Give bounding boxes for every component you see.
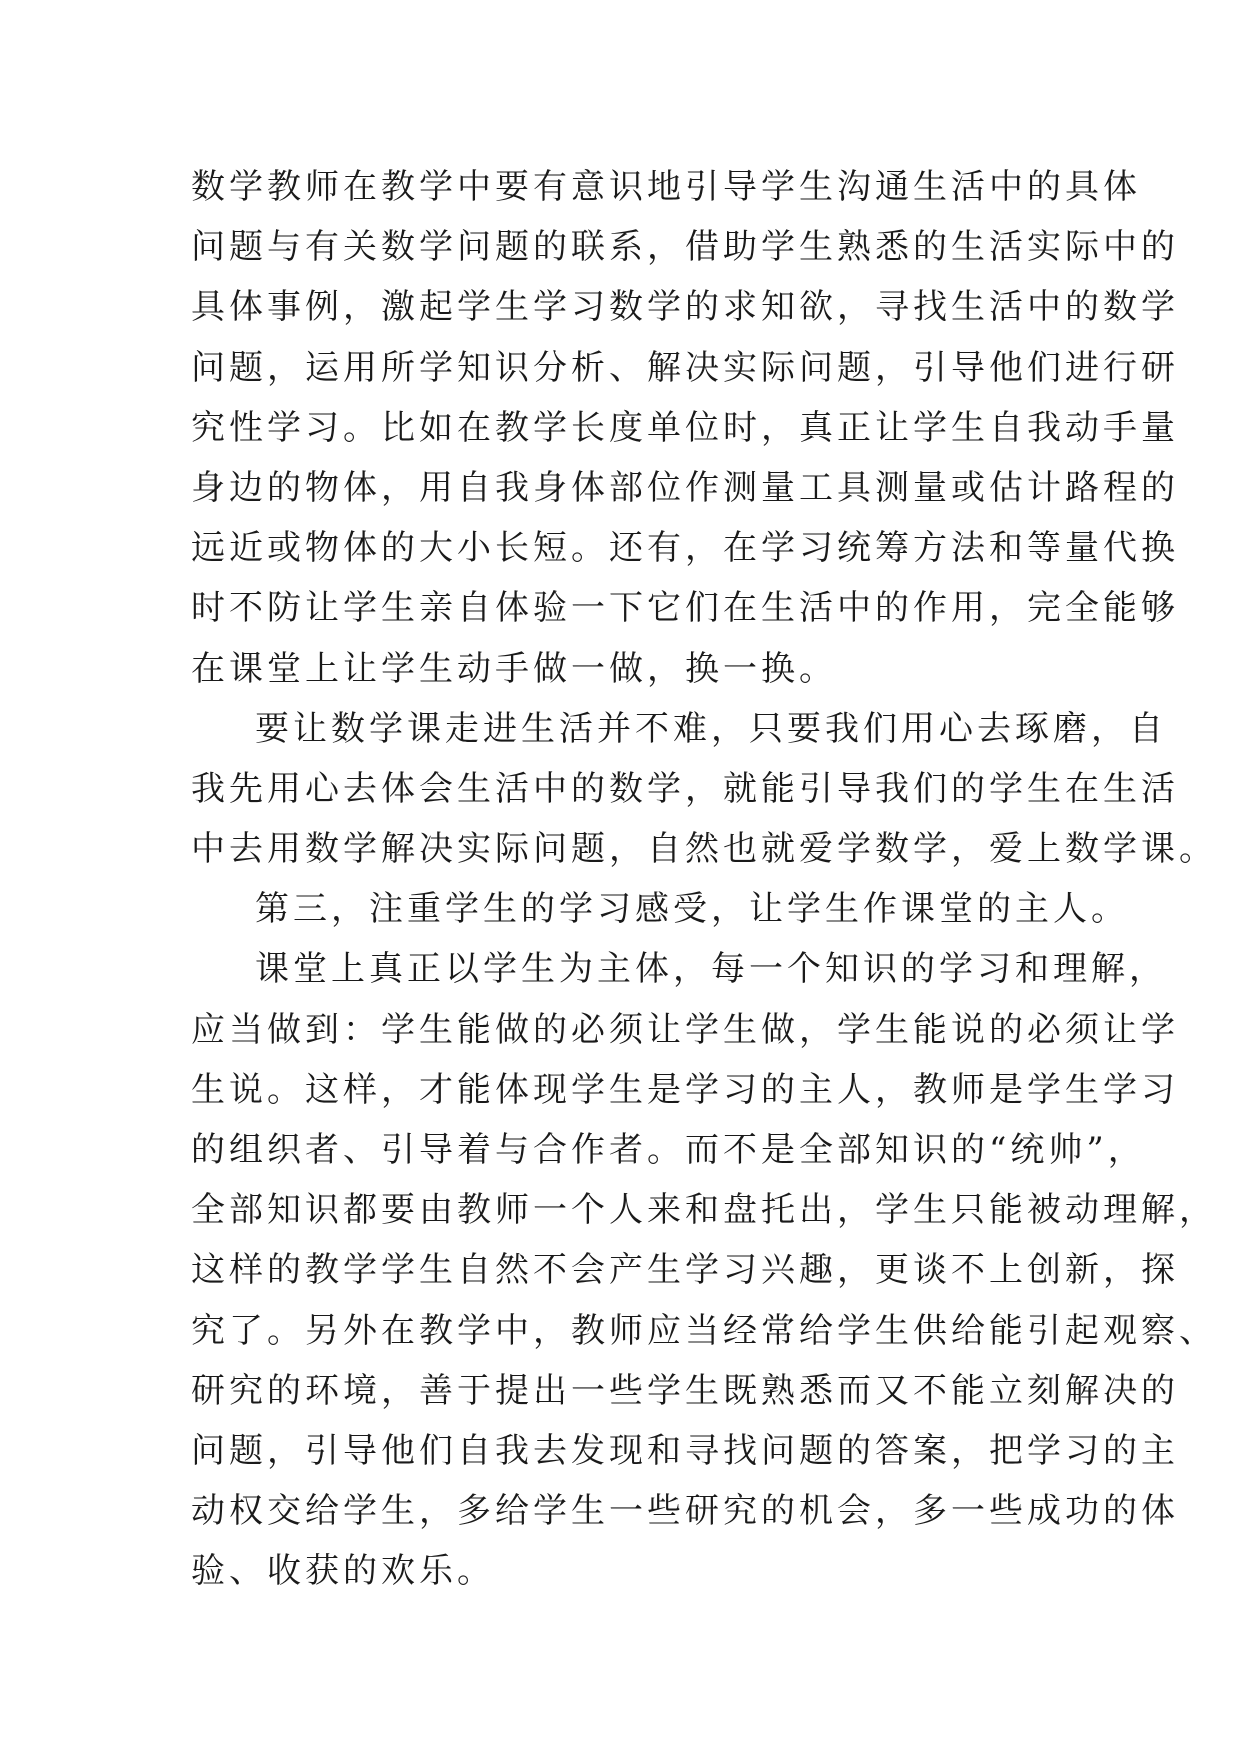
text-line: 生说。这样，才能体现学生是学习的主人，教师是学生学习 [191, 1069, 1179, 1110]
text-line: 全部知识都要由教师一个人来和盘托出，学生只能被动理解， [191, 1190, 1217, 1231]
text-line: 中去用数学解决实际问题，自然也就爱学数学，爱上数学课。 [191, 829, 1217, 870]
text-line: 问题，引导他们自我去发现和寻找问题的答案，把学习的主 [191, 1430, 1179, 1471]
text-line: 究性学习。比如在教学长度单位时，真正让学生自我动手量 [191, 407, 1179, 448]
text-line: 究了。另外在教学中，教师应当经常给学生供给能引起观察、 [191, 1310, 1217, 1351]
text-line: 应当做到：学生能做的必须让学生做，学生能说的必须让学 [191, 1009, 1179, 1050]
paragraph-first-line: 要让数学课走进生活并不难，只要我们用心去琢磨，自 [255, 708, 1167, 749]
text-line: 在课堂上让学生动手做一做，换一换。 [191, 648, 837, 689]
text-line: 这样的教学学生自然不会产生学习兴趣，更谈不上创新，探 [191, 1250, 1179, 1291]
text-line: 动权交给学生，多给学生一些研究的机会，多一些成功的体 [191, 1491, 1179, 1532]
text-line: 我先用心去体会生活中的数学，就能引导我们的学生在生活 [191, 768, 1179, 809]
text-line: 验、收获的欢乐。 [191, 1551, 495, 1592]
text-line: 数学教师在教学中要有意识地引导学生沟通生活中的具体 [191, 167, 1141, 207]
section-heading: 第三，注重学生的学习感受，让学生作课堂的主人。 [255, 889, 1129, 930]
document-body [191, 157, 1217, 1602]
text-line: 问题，运用所学知识分析、解决实际问题，引导他们进行研 [191, 347, 1179, 388]
text-line: 远近或物体的大小长短。还有，在学习统筹方法和等量代换 [191, 528, 1179, 569]
text-line: 问题与有关数学问题的联系，借助学生熟悉的生活实际中的 [191, 227, 1179, 268]
text-line: 具体事例，激起学生学习数学的求知欲，寻找生活中的数学 [191, 287, 1179, 328]
text-line: 时不防让学生亲自体验一下它们在生活中的作用，完全能够 [191, 588, 1179, 629]
text-line: 的组织者、引导着与合作者。而不是全部知识的“统帅”， [191, 1130, 1146, 1170]
paragraph-first-line: 课堂上真正以学生为主体，每一个知识的学习和理解， [255, 949, 1167, 990]
text-line: 研究的环境，善于提出一些学生既熟悉而又不能立刻解决的 [191, 1370, 1179, 1411]
text-line: 身边的物体，用自我身体部位作测量工具测量或估计路程的 [191, 467, 1179, 508]
